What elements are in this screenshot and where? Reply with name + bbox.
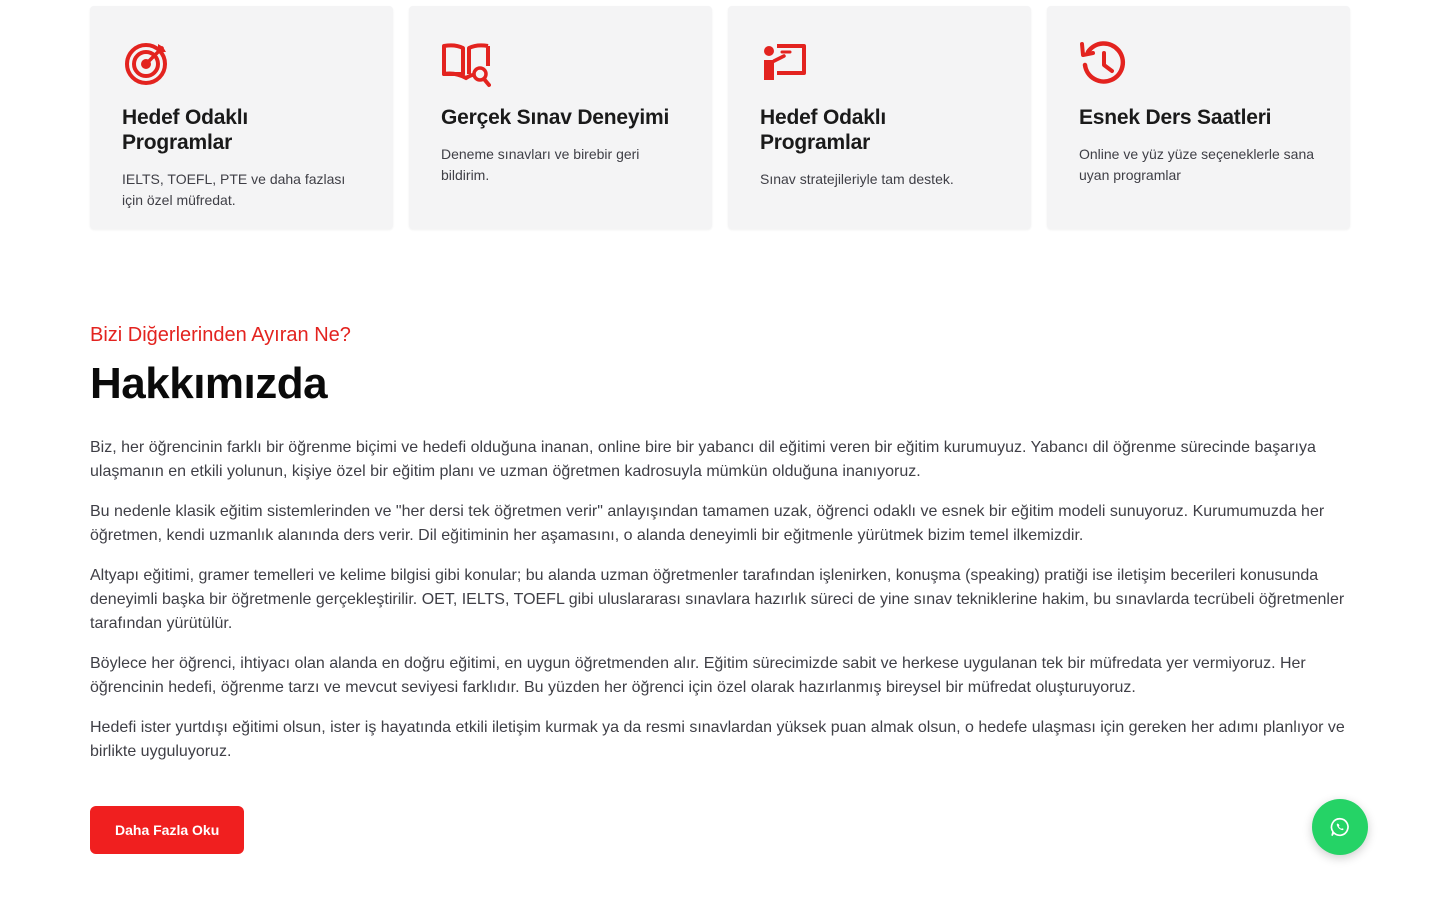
card-title: Gerçek Sınav Deneyimi (441, 106, 670, 129)
card-title: Esnek Ders Saatleri (1079, 106, 1272, 129)
page-title: Hakkımızda (90, 359, 328, 408)
feature-card-flexible-hours (1047, 6, 1350, 229)
book-search-icon (441, 38, 491, 88)
section-eyebrow: Bizi Diğerlerinden Ayıran Ne? (90, 324, 351, 346)
teacher-board-icon (760, 38, 810, 88)
about-paragraph: Bu nedenle klasik eğitim sistemlerinden ve "her dersi tek öğretmen verir" anlayışından tamamen uzak, öğrenci odaklı ve esnek bir eğitim modeli sunuyoruz. Kurumumuzda her öğretmen, kendi uzmanlık alanında ders verir. Dil eğitiminin her aşamasını, o alanda deneyimli bir eğitmenle yürütmek bizim temel ilkemizdir. (90, 503, 1325, 544)
about-paragraph: Biz, her öğrencinin farklı bir öğrenme biçimi ve hedefi olduğuna inanan, online bire bir yabancı dil eğitimi veren bir eğitim kurumuyuz. Yabancı dil öğrenme sürecinde başarıya ulaşmanın en etkili yolunun, kişiye özel bir eğitim planı ve uzman öğretmen kadrosuyla mümkün olduğuna inanıyoruz. (90, 439, 1316, 480)
history-clock-icon (1079, 38, 1129, 88)
card-title: Hedef Odaklı Programlar (760, 106, 886, 155)
card-description: Deneme sınavları ve birebir geri bildirim. (441, 146, 640, 184)
card-description: Online ve yüz yüze seçeneklerle sana uyan programlar (1079, 146, 1315, 184)
target-icon (122, 38, 172, 88)
feature-card-real-exam (409, 6, 712, 229)
whatsapp-icon (1329, 816, 1351, 838)
feature-card-exam-strategy (728, 6, 1031, 229)
card-description: Sınav stratejileriyle tam destek. (760, 171, 954, 188)
about-paragraph: Böylece her öğrenci, ihtiyacı olan alanda en doğru eğitimi, en uygun öğretmenden alır. Eğitim sürecimizde sabit ve herkese uygulanan tek bir müfredata yer vermiyoruz. Her öğrencinin hedefi, öğrenme tarzı ve mevcut seviyesi farklıdır. Bu yüzden her öğrenci için özel olarak hazırlanmış bireysel bir müfredat oluşturuyoruz. (90, 655, 1306, 696)
card-description: IELTS, TOEFL, PTE ve daha fazlası için özel müfredat. (122, 171, 346, 209)
whatsapp-chat-button[interactable] (1312, 799, 1368, 855)
read-more-button[interactable]: Daha Fazla Oku (90, 806, 244, 854)
feature-cards (90, 6, 1350, 229)
about-paragraph: Altyapı eğitimi, gramer temelleri ve kelime bilgisi gibi konular; bu alanda uzman öğretmenler tarafından işlenirken, konuşma (speaking) pratiği ise iletişim becerileri konusunda deneyimli başka bir öğretmenle gerçekleştirilir. OET, IELTS, TOEFL gibi uluslararası sınavlara hazırlık süreci de yine sınav tekniklerine hakim, bu sınavlarda tecrübeli öğretmenler tarafından yürütülür. (90, 567, 1345, 632)
about-section (90, 322, 1350, 854)
about-paragraph: Hedefi ister yurtdışı eğitimi olsun, ister iş hayatında etkili iletişim kurmak ya da resmi sınavlardan yüksek puan almak olsun, o hedefe ulaşması için gereken her adımı planlıyor ve birlikte uyguluyoruz. (90, 719, 1345, 760)
about-paragraphs (90, 436, 1350, 764)
feature-card-target-programs (90, 6, 393, 229)
card-title: Hedef Odaklı Programlar (122, 106, 248, 155)
